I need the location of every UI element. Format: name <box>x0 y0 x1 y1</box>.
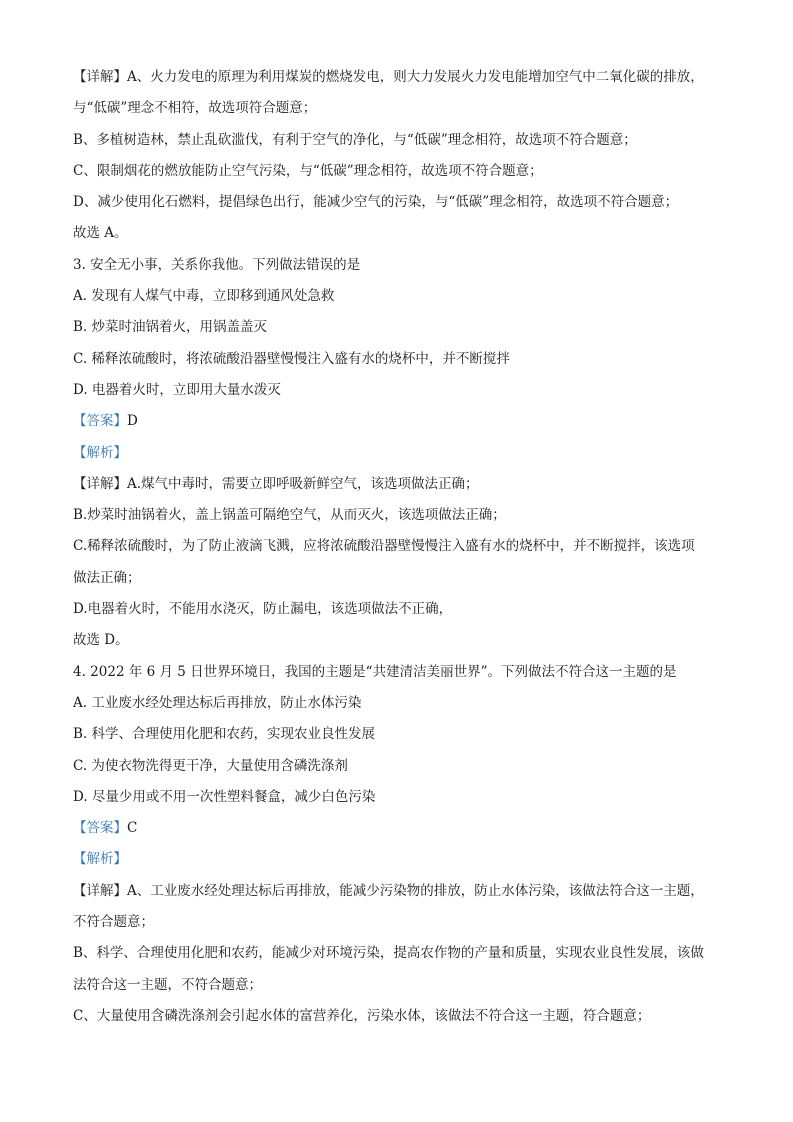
q2-conclusion: 故选 A。 <box>73 225 128 242</box>
q4-stem: 4. 2022 年 6 月 5 日世界环境日，我国的主题是“共建清洁美丽世界”。下列做法不符合这一主题的是 <box>73 663 677 680</box>
q4-option-d: D. 尽量少用或不用一次性塑料餐盒，减少白色污染 <box>73 788 376 805</box>
q4-answer <box>73 813 723 844</box>
detail-tag: 【详解】 <box>73 882 127 899</box>
q3-option-b: B. 炒菜时油锅着火，用锅盖盖灭 <box>73 319 268 336</box>
q3-analysis-heading <box>73 438 723 469</box>
answer-tag: 【答案】 <box>73 820 127 837</box>
detail-tag: 【详解】 <box>73 69 127 85</box>
q3-option-c: C. 稀释浓硫酸时，将浓硫酸沿器壁慢慢注入盛有水的烧杯中，并不断搅拌 <box>73 350 510 367</box>
q4-option-b: B. 科学、合理使用化肥和农药，实现农业良性发展 <box>73 726 376 743</box>
document-page <box>73 62 723 1032</box>
q3-detail-c-2: 做法正确； <box>73 569 141 586</box>
q3-detail-c-1: C.稀释浓硫酸时，为了防止液滴飞溅，应将浓硫酸沿器壁慢慢注入盛有水的烧杯中，并不断搅拌，该选项 <box>73 538 695 555</box>
q3-detail-d: D.电器着火时，不能用水浇灭，防止漏电，该选项做法不正确， <box>73 601 453 618</box>
detail-tag: 【详解】 <box>73 475 127 492</box>
q4-detail-b-2: 法符合这一主题，不符合题意； <box>73 976 262 993</box>
q3-detail-b: B.炒菜时油锅着火，盖上锅盖可隔绝空气，从而灭火，该选项做法正确； <box>73 507 506 524</box>
q4-option-a: A. 工业废水经处理达标后再排放，防止水体污染 <box>73 694 362 711</box>
q2-detail-line-1 <box>73 62 723 93</box>
q4-option-c: C. 为使衣物洗得更干净，大量使用含磷洗涤剂 <box>73 757 348 774</box>
analysis-tag: 【解析】 <box>73 851 127 868</box>
q4-answer-value: C <box>127 820 138 837</box>
q4-analysis-heading <box>73 844 723 875</box>
q2-detail-a-text: A、火力发电的原理为利用煤炭的燃烧发电，则大力发展火力发电能增加空气中二氧化碳的排放， <box>127 69 704 85</box>
q3-option-d: D. 电器着火时，立即用大量水泼灭 <box>73 381 281 398</box>
q2-detail-c: C、限制烟花的燃放能防止空气污染，与“低碳”理念相符，故选项不符合题意； <box>73 162 543 179</box>
q4-detail-a-text: A、工业废水经处理达标后再排放，能减少污染物的排放，防止水体污染，该做法符合这一主题， <box>127 882 704 899</box>
q3-stem: 3. 安全无小事，关系你我他。下列做法错误的是 <box>73 256 361 273</box>
q3-detail-a-text: A.煤气中毒时，需要立即呼吸新鲜空气，该选项做法正确； <box>127 475 479 492</box>
q3-answer-value: D <box>127 413 138 430</box>
q3-conclusion: 故选 D。 <box>73 632 129 649</box>
q4-detail-a-2: 不符合题意； <box>73 914 154 931</box>
q3-detail-a <box>73 469 723 500</box>
answer-tag: 【答案】 <box>73 413 127 430</box>
q2-detail-d: D、减少使用化石燃料，提倡绿色出行，能减少空气的污染，与“低碳”理念相符，故选项不符合题意； <box>73 194 679 211</box>
analysis-tag: 【解析】 <box>73 444 127 461</box>
q2-detail-b: B、多植树造林，禁止乱砍滥伐，有利于空气的净化，与“低碳”理念相符，故选项不符合题意； <box>73 131 637 148</box>
q3-answer <box>73 406 723 437</box>
q4-detail-b-1: B、科学、合理使用化肥和农药，能减少对环境污染，提高农作物的产量和质量，实现农业良性发展，该做 <box>73 945 704 962</box>
q4-detail-c: C、大量使用含磷洗涤剂会引起水体的富营养化，污染水体，该做法不符合这一主题，符合题意； <box>73 1007 651 1024</box>
q4-detail-a-1 <box>73 876 723 907</box>
q2-detail-line-2: 与“低碳”理念不相符，故选项符合题意； <box>73 100 317 117</box>
q3-option-a: A. 发现有人煤气中毒，立即移到通风处急救 <box>73 288 335 305</box>
